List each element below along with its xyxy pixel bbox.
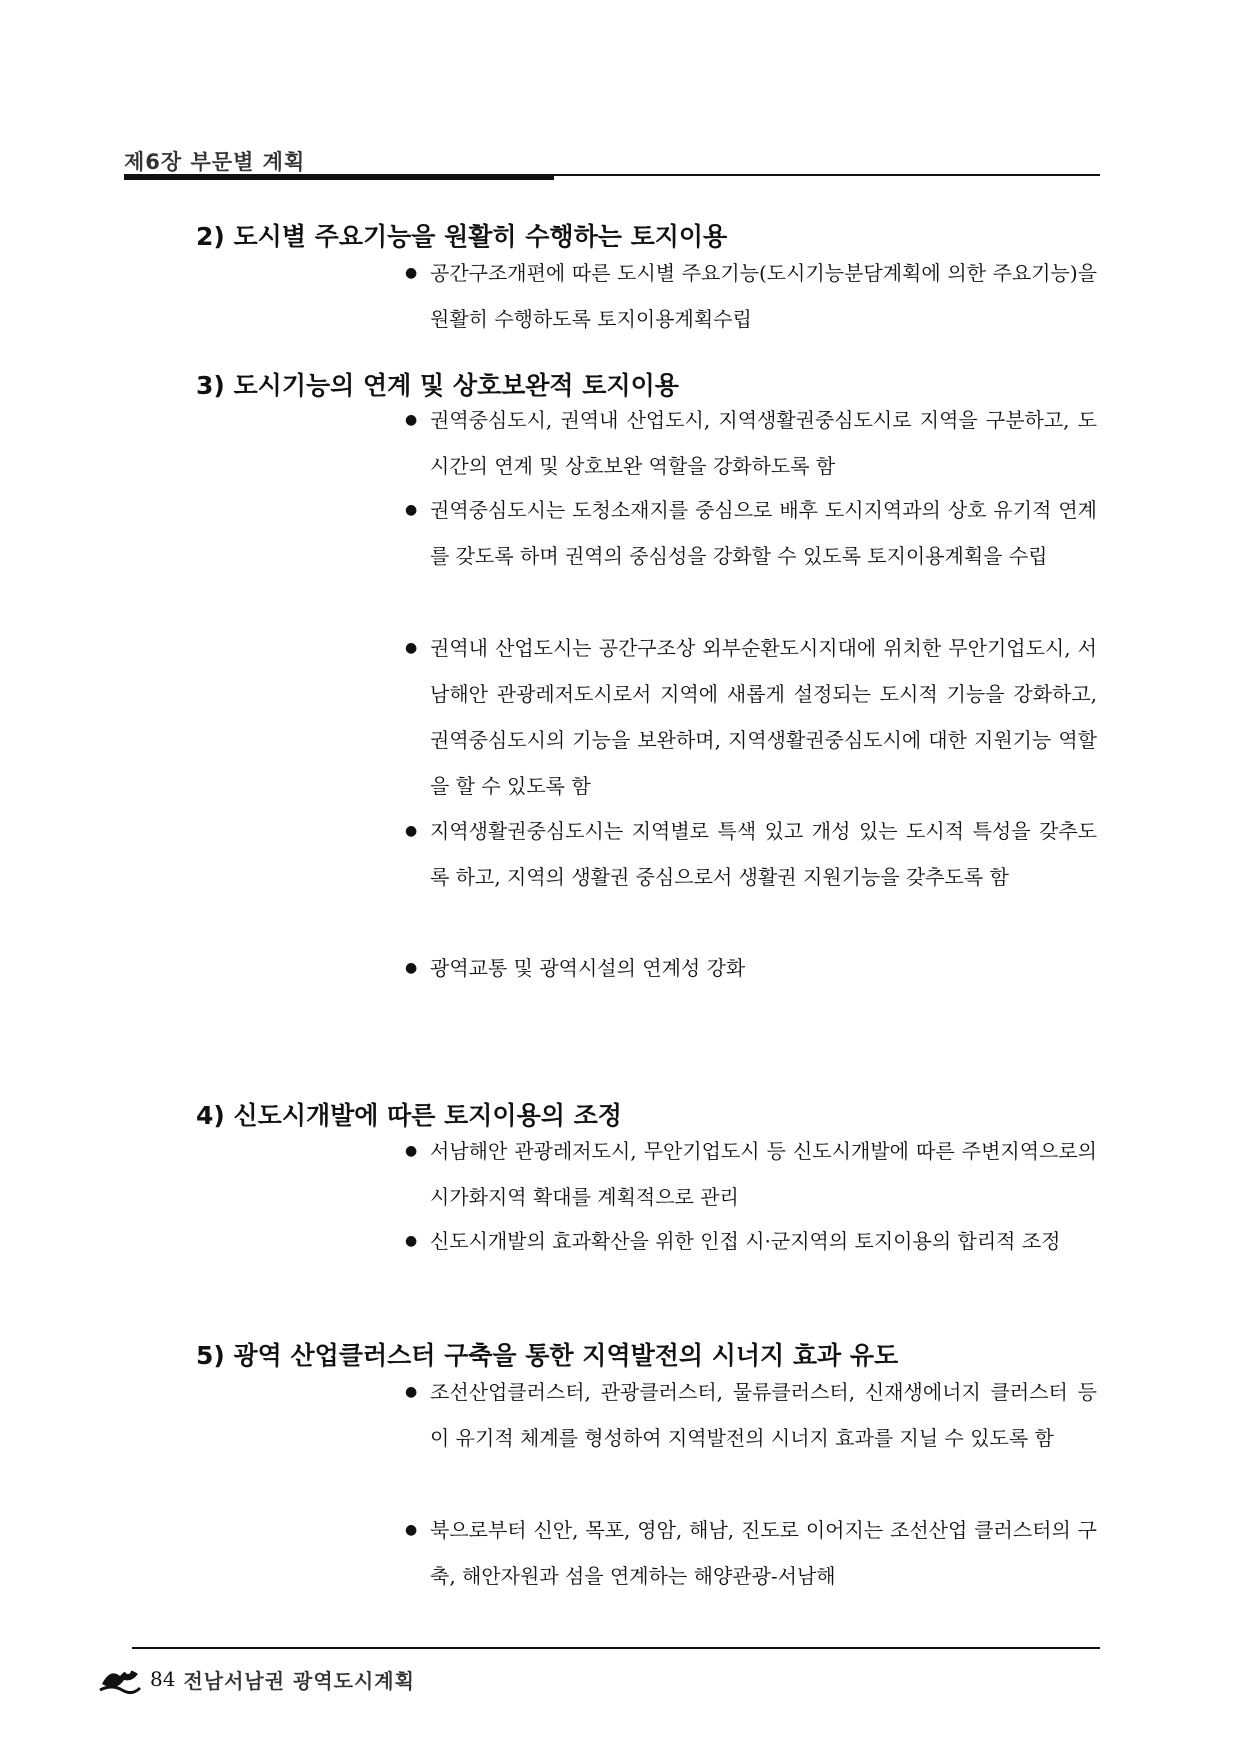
bullet-text: 신도시개발의 효과확산을 위한 인접 시·군지역의 토지이용의 합리적 조정 [430, 1229, 1061, 1253]
chapter-title: 제6장 부문별 계획 [124, 150, 306, 174]
bullet-text: 권역내 산업도시는 공간구조상 외부순환도시지대에 위치한 무안기업도시, 서남해안 관광레저도시로서 지역에 새롭게 설정되는 도시적 기능을 강화하고, 권역중심도시의 기능을 보완하며, 지역생활권중심도시에 대한 지원기능 역할을 할 수 있도록 함 [430, 636, 1097, 798]
bullet-text: 서남해안 관광레저도시, 무안기업도시 등 신도시개발에 따른 주변지역으로의 시가화지역 확대를 계획적으로 관리 [430, 1139, 1097, 1209]
bullet-text: 조선산업클러스터, 관광클러스터, 물류클러스터, 신재생에너지 클러스터 등이 유기적 체계를 형성하여 지역발전의 시너지 효과를 지닐 수 있도록 함 [430, 1380, 1097, 1450]
bullet-icon: ● [405, 823, 418, 839]
bullet-item [405, 808, 1097, 900]
bullet-icon: ● [405, 412, 418, 428]
section-heading-4: 4) 신도시개발에 따른 토지이용의 조정 [196, 1101, 622, 1130]
bullet-text: 북으로부터 신안, 목포, 영암, 해남, 진도로 이어지는 조선산업 클러스터의 구축, 해안자원과 섬을 연계하는 해양관광-서남해 [430, 1518, 1097, 1588]
section-heading-3: 3) 도시기능의 연계 및 상호보완적 토지이용 [196, 371, 679, 400]
bullet-text: 광역교통 및 광역시설의 연계성 강화 [430, 956, 746, 980]
bullet-icon: ● [405, 265, 418, 281]
page-footer [98, 1662, 415, 1696]
bullet-item [405, 625, 1097, 809]
bullet-item [405, 1218, 1097, 1264]
document-title: 전남서남권 광역도시계획 [183, 1668, 415, 1693]
bullet-icon: ● [405, 1143, 418, 1159]
bullet-text: 권역중심도시는 도청소재지를 중심으로 배후 도시지역과의 상호 유기적 연계를 갖도록 하며 권역의 중심성을 강화할 수 있도록 토지이용계획을 수립 [430, 498, 1097, 568]
bullet-item [405, 945, 1097, 991]
bullet-text: 공간구조개편에 따른 도시별 주요기능(도시기능분담계획에 의한 주요기능)을 원활히 수행하도록 토지이용계획수립 [430, 261, 1097, 331]
section-heading-5: 5) 광역 산업클러스터 구축을 통한 지역발전의 시너지 효과 유도 [196, 1341, 899, 1370]
section-heading-2: 2) 도시별 주요기능을 원활히 수행하는 토지이용 [196, 222, 728, 251]
header-rule-accent [124, 174, 554, 180]
bullet-text: 지역생활권중심도시는 지역별로 특색 있고 개성 있는 도시적 특성을 갖추도록 하고, 지역의 생활권 중심으로서 생활권 지원기능을 갖추도록 함 [430, 819, 1097, 889]
logo-icon [98, 1662, 142, 1696]
bullet-icon: ● [405, 960, 418, 976]
footer-rule [132, 1647, 1100, 1649]
bullet-icon: ● [405, 502, 418, 518]
bullet-text: 권역중심도시, 권역내 산업도시, 지역생활권중심도시로 지역을 구분하고, 도시간의 연계 및 상호보완 역할을 강화하도록 함 [430, 408, 1097, 478]
bullet-item [405, 1507, 1097, 1599]
page-number: 84 [150, 1667, 176, 1691]
bullet-item [405, 250, 1097, 342]
bullet-icon: ● [405, 640, 418, 656]
bullet-icon: ● [405, 1522, 418, 1538]
bullet-icon: ● [405, 1384, 418, 1400]
bullet-item [405, 397, 1097, 489]
bullet-item [405, 1128, 1097, 1220]
bullet-item [405, 1369, 1097, 1461]
bullet-item [405, 487, 1097, 579]
bullet-icon: ● [405, 1233, 418, 1249]
